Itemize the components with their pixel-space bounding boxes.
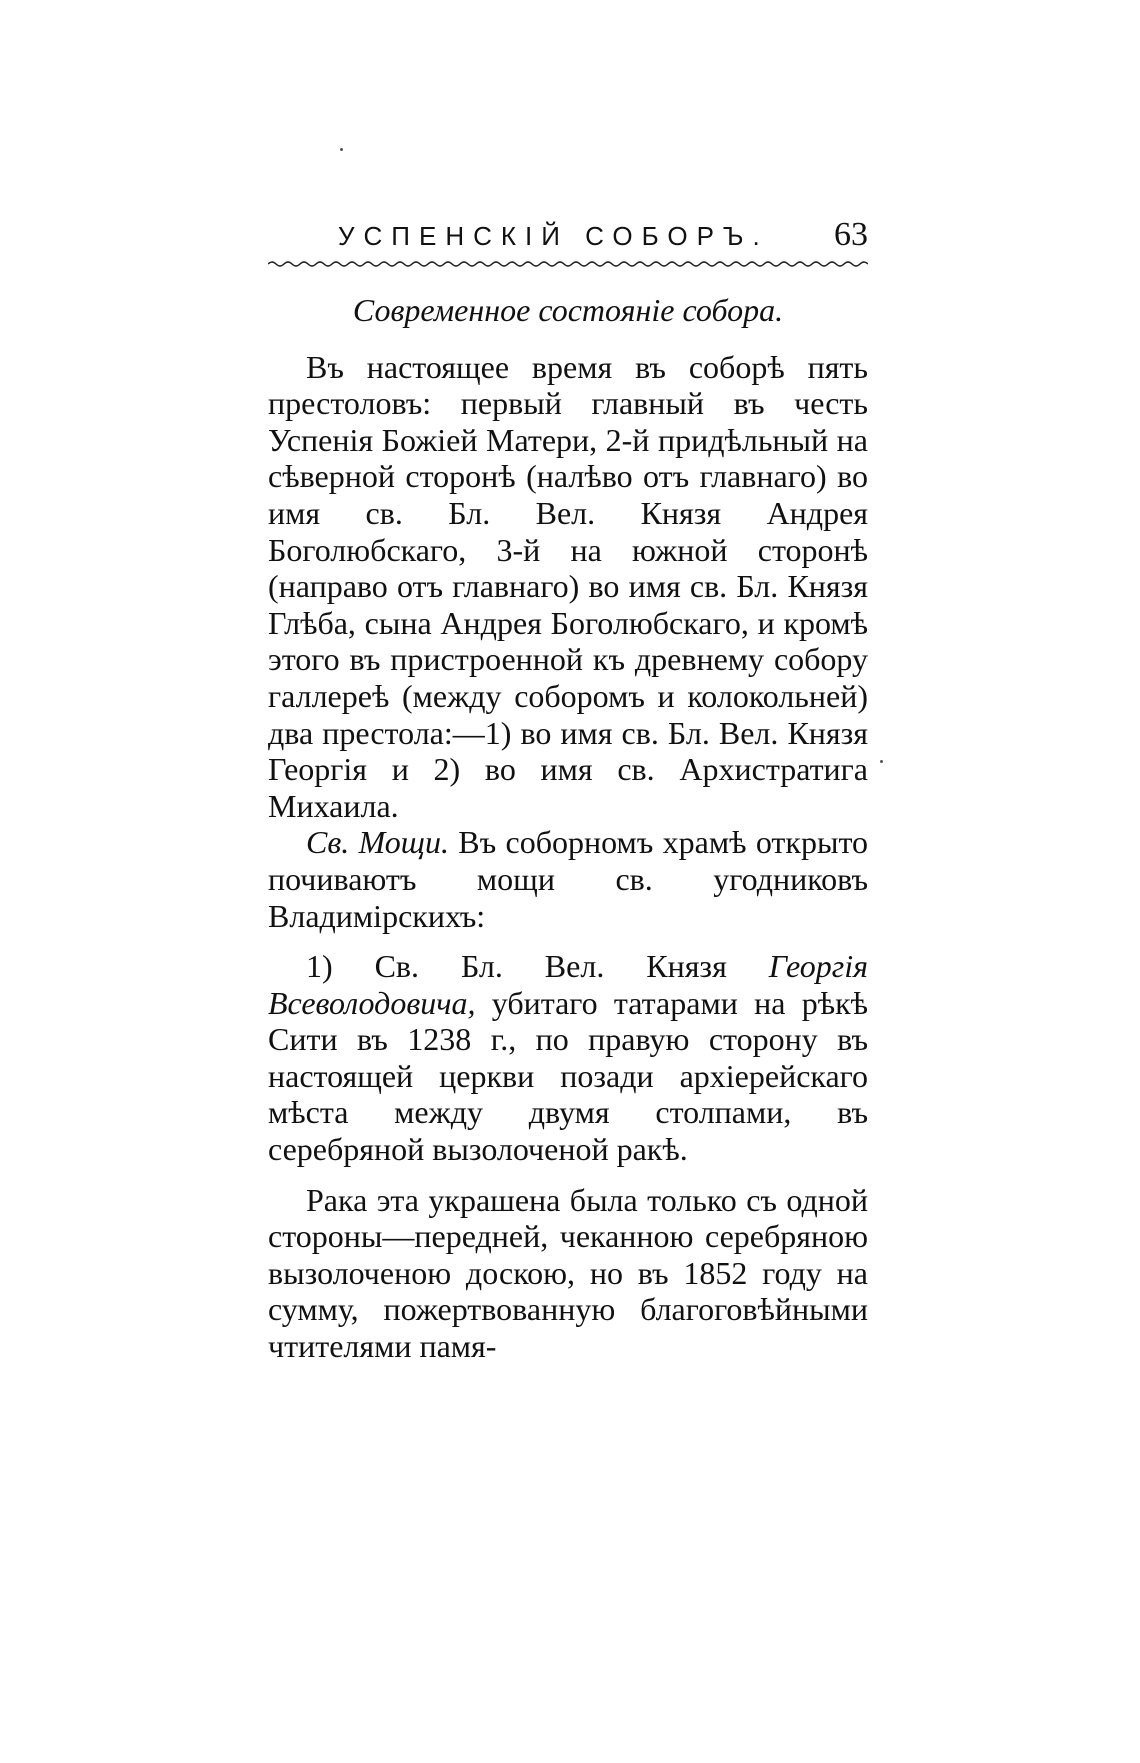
georgy-lead: 1) Св. Бл. Вел. Князя: [306, 948, 769, 985]
body-text: [268, 292, 868, 1365]
paragraph-altars: Въ настоящее время въ соборѣ пять престоловъ: первый главный въ честь Успенія Божіей Матери, 2-й придѣльный на сѣверной сторонѣ (налѣво отъ главнаго) во имя св. Бл. Вел. Князя Андрея Боголюбскаго, 3-й на южной сторонѣ (направо отъ главнаго) во имя св. Бл. Князя Глѣба, сына Андрея Боголюбскаго, и кромѣ этого въ пристроенной къ древнему собору галлереѣ (между соборомъ и колокольней) два престола:—1) во имя св. Бл. Вел. Князя Георгія и 2) во имя св. Архистратига Михаила.: [268, 348, 868, 824]
print-speck: [340, 148, 343, 151]
running-title: УСПЕНСКІЙ СОБОРЪ.: [338, 221, 769, 251]
paragraph-relics: [268, 824, 868, 934]
relics-lead: Св. Мощи.: [306, 824, 449, 861]
section-heading: Современное состояніе собора.: [352, 292, 784, 328]
paragraph-shrine: Рака эта украшена была только съ одной стороны—передней, чеканною серебряною вызолоченою доскою, но въ 1852 году на сумму, пожертвованную благоговѣйными чтителями памя-: [268, 1181, 868, 1365]
relics-text: Въ соборномъ храмѣ открыто почиваютъ мощи св. угодниковъ Владимірскихъ:: [268, 824, 868, 934]
wavy-rule: [268, 260, 868, 268]
page-number: 63: [834, 216, 868, 253]
print-speck: [880, 760, 883, 763]
book-page: [268, 0, 868, 1763]
running-head: [338, 216, 868, 256]
georgy-name: Георгія Всеволодовича,: [268, 948, 868, 1021]
georgy-text: убитаго татарами на рѣкѣ Сити въ 1238 г., по правую сторону въ настоящей церкви позади архіерейскаго мѣста между двумя столпами, въ серебряной вызолоченой ракѣ.: [268, 984, 868, 1168]
paragraph-georgy: [268, 948, 868, 1168]
